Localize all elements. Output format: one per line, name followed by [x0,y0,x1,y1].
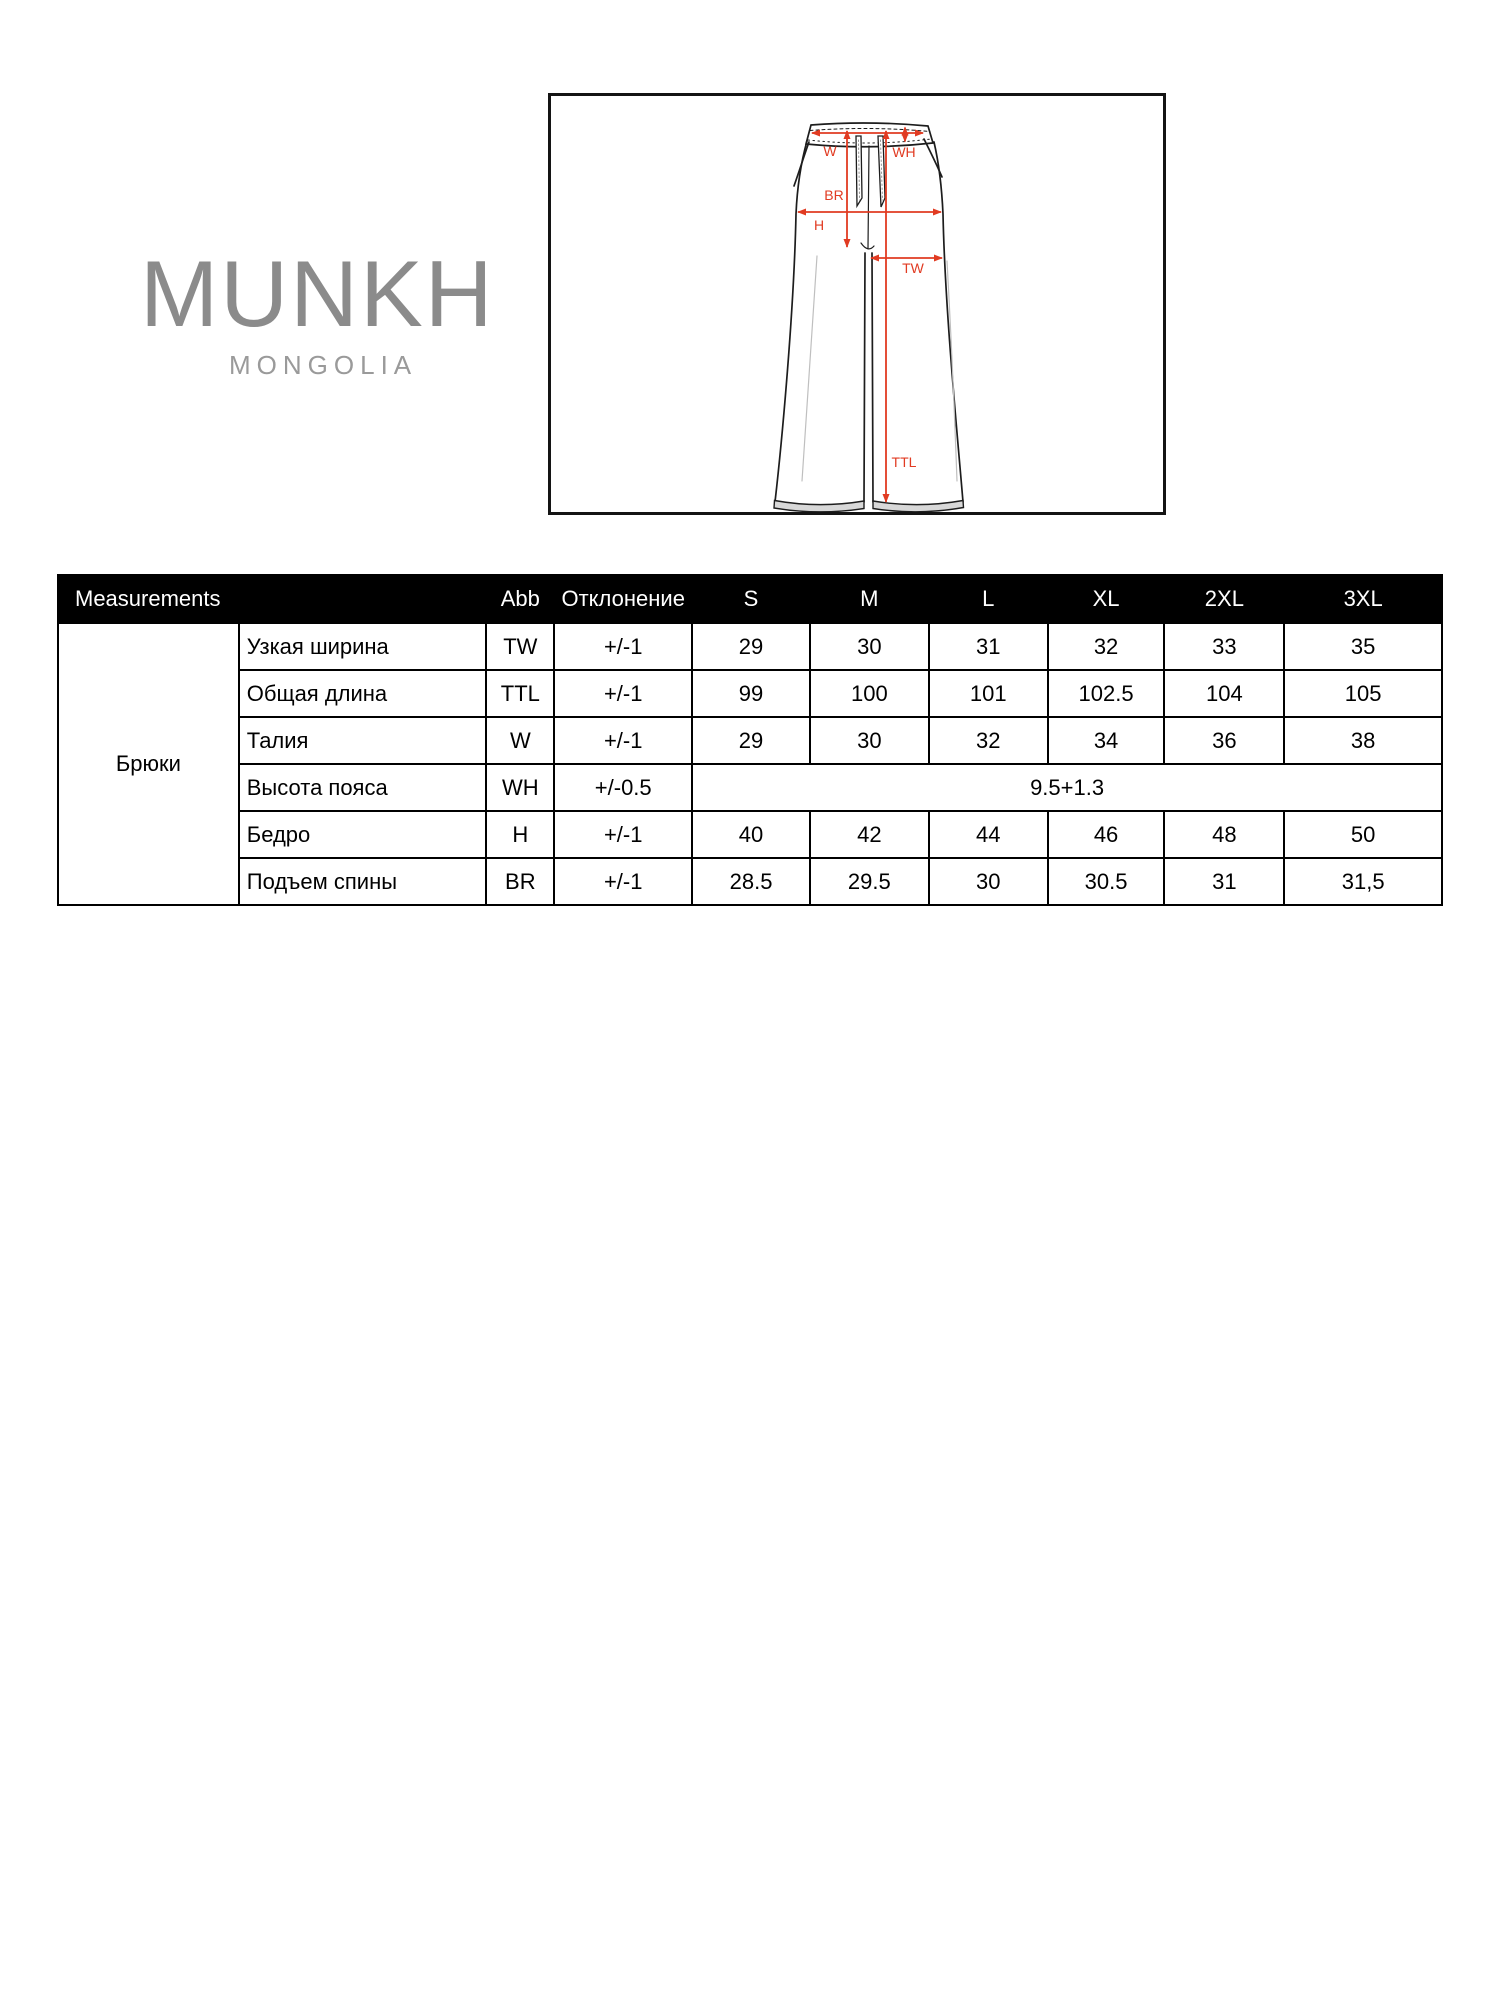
header-size-l: L [929,575,1048,623]
row-deviation: +/-1 [554,858,692,905]
row-abb: H [486,811,554,858]
table-row-wh [58,764,1442,811]
row-abb: TTL [486,670,554,717]
row-abb: TW [486,623,554,670]
row-deviation: +/-0.5 [554,764,692,811]
header-size-s: S [692,575,810,623]
header-size-m: M [810,575,929,623]
value-cell: 102.5 [1048,670,1165,717]
value-cell: 32 [1048,623,1165,670]
row-name: Бедро [239,811,487,858]
value-cell: 50 [1284,811,1442,858]
value-cell: 32 [929,717,1048,764]
header-size-3xl: 3XL [1284,575,1442,623]
table-row-w [58,717,1442,764]
row-deviation: +/-1 [554,623,692,670]
table-row-tw [58,623,1442,670]
header-abb: Abb [486,575,554,623]
size-chart-table [57,574,1443,906]
value-cell: 28.5 [692,858,810,905]
row-name: Высота пояса [239,764,487,811]
table-row-ttl [58,670,1442,717]
value-cell: 104 [1164,670,1284,717]
header-deviation: Отклонение [554,575,692,623]
value-cell: 29.5 [810,858,929,905]
row-abb: BR [486,858,554,905]
hip-label: H [813,217,825,233]
total-length-label: TTL [891,454,917,470]
value-cell: 36 [1164,717,1284,764]
measurement-arrows [798,128,942,503]
category-cell: Брюки [58,623,239,905]
back-rise-label: BR [824,187,844,203]
row-deviation: +/-1 [554,811,692,858]
row-name: Узкая ширина [239,623,487,670]
row-name: Подъем спины [239,858,487,905]
table-row-h [58,811,1442,858]
header-measurements: Measurements [58,575,486,623]
value-cell: 30 [810,717,929,764]
merged-value-cell: 9.5+1.3 [692,764,1442,811]
waist-label: W [823,143,837,159]
brand-logo: MUNKH [140,241,495,346]
value-cell: 33 [1164,623,1284,670]
value-cell: 35 [1284,623,1442,670]
value-cell: 34 [1048,717,1165,764]
measurement-labels [814,143,925,470]
value-cell: 31 [1164,858,1284,905]
value-cell: 44 [929,811,1048,858]
pants-measurement-diagram [551,96,1163,512]
value-cell: 31,5 [1284,858,1442,905]
table-header-row [58,575,1442,623]
row-name: Общая длина [239,670,487,717]
row-deviation: +/-1 [554,717,692,764]
brand-logo-subtitle: MONGOLIA [229,350,418,380]
value-cell: 105 [1284,670,1442,717]
header-size-xl: XL [1048,575,1165,623]
value-cell: 100 [810,670,929,717]
value-cell: 48 [1164,811,1284,858]
table-row-br [58,858,1442,905]
waistband-height-label: WH [892,144,916,160]
value-cell: 30 [810,623,929,670]
value-cell: 29 [692,717,810,764]
row-abb: W [486,717,554,764]
value-cell: 38 [1284,717,1442,764]
garment-sketch-box [548,93,1166,515]
value-cell: 29 [692,623,810,670]
pants-outline [774,123,964,512]
value-cell: 46 [1048,811,1165,858]
value-cell: 99 [692,670,810,717]
row-name: Талия [239,717,487,764]
value-cell: 101 [929,670,1048,717]
value-cell: 30.5 [1048,858,1165,905]
value-cell: 31 [929,623,1048,670]
thigh-width-label: TW [902,260,924,276]
row-deviation: +/-1 [554,670,692,717]
value-cell: 42 [810,811,929,858]
value-cell: 40 [692,811,810,858]
value-cell: 30 [929,858,1048,905]
row-abb: WH [486,764,554,811]
header-size-2xl: 2XL [1164,575,1284,623]
